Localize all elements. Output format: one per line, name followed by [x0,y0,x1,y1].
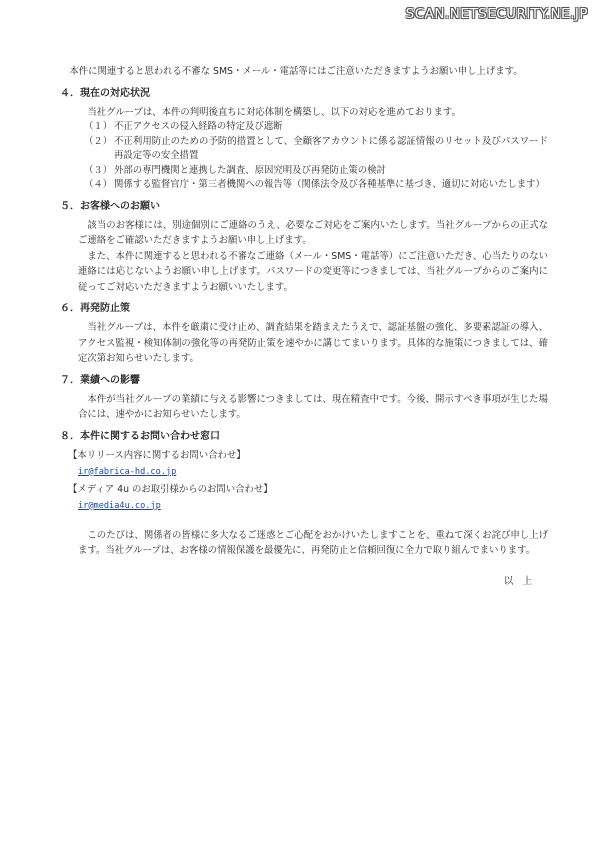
section-paragraph: また、本件に関連すると思われる不審なご連絡（メール・SMS・電話等）にご注意いただき、心当たりのない連絡には応じないようお願い申し上げます。パスワードの変更等につきましては、当社グループからのご案内に従ってご対応いただきますようお願いいたします。 [78,250,548,293]
list-item [84,120,548,135]
section-business-impact [60,373,548,423]
section-prevention [60,301,548,367]
list-text: 関係する監督官庁・第三者機関への報告等（関係法令及び各種基準に基づき、適切に対応いたします） [114,179,545,190]
section-title: ８．本件に関するお問い合わせ窓口 [60,430,220,442]
list-item [84,164,548,179]
list-text: 不正アクセスの侵入経路の特定及び遮断 [114,121,283,132]
closing-paragraph: このたびは、関係者の皆様に多大なるご迷惑とご心配をおかけいたしますことを、重ねて深くお詫び申し上げます。当社グループは、お客様の情報保護を最優先に、再発防止と信頼回復に全力で取り組んでまいります。 [78,529,548,556]
response-list [60,120,548,193]
list-item [84,135,548,164]
section-title: ４．現在の対応状況 [60,87,150,99]
contact-email-link[interactable]: ir@media4u.co.jp [78,500,161,511]
contact-label: 【メディア 4u のお取引様からのお問い合わせ】 [68,483,273,495]
section-title: ５．お客様へのお願い [60,200,160,212]
section-paragraph: 当社グループは、本件を厳粛に受け止め、調査結果を踏まえたうえで、認証基盤の強化、多要素認証の導入、アクセス監視・検知体制の強化等の再発防止策を速やかに講じてまいります。具体的な施策につきましては、確定次第お知らせいたします。 [78,322,548,364]
section-current-status [60,86,548,193]
list-item [84,178,548,193]
contact-label: 【本リリース内容に関するお問い合わせ】 [68,449,246,461]
list-text: 外部の専門機関と連携した調査、原因究明及び再発防止策の検討 [114,164,386,176]
section-paragraph: 該当のお客様には、別途個別にご連絡のうえ、必要なご対応をご案内いたします。当社グループからの正式なご連絡をご確認いただきますようお願い申し上げます。 [78,219,548,246]
closing-mark: 以 上 [503,575,532,587]
document-page [60,64,548,587]
section-customer-request [60,199,548,296]
contact-email-link[interactable]: ir@fabrica-hd.co.jp [78,466,177,477]
section-title: ７．業績への影響 [60,374,140,386]
section-paragraph: 本件が当社グループの業績に与える影響につきましては、現在精査中です。今後、開示すべき事項が生じた場合には、速やかにお知らせいたします。 [78,393,548,420]
section-contact [60,429,548,514]
section-lead: 当社グループは、本件の判明後直ちに対応体制を構築し、以下の対応を進めております。 [87,106,461,118]
list-number: （２） [84,135,113,147]
list-text: 不正利用防止のための予防的措置として、全顧客アカウントに係る認証情報のリセット及びパスワード再設定等の安全措置 [114,135,548,161]
list-number: （３） [84,164,113,176]
intro-paragraph: 本件に関連すると思われる不審な SMS・メール・電話等にはご注意いただきますようお願い申し上げます。 [69,66,523,77]
site-watermark: SCAN.NETSECURITY.NE.JP [405,6,588,22]
list-number: （４） [84,179,113,190]
list-number: （１） [84,121,113,132]
section-title: ６．再発防止策 [60,303,130,314]
